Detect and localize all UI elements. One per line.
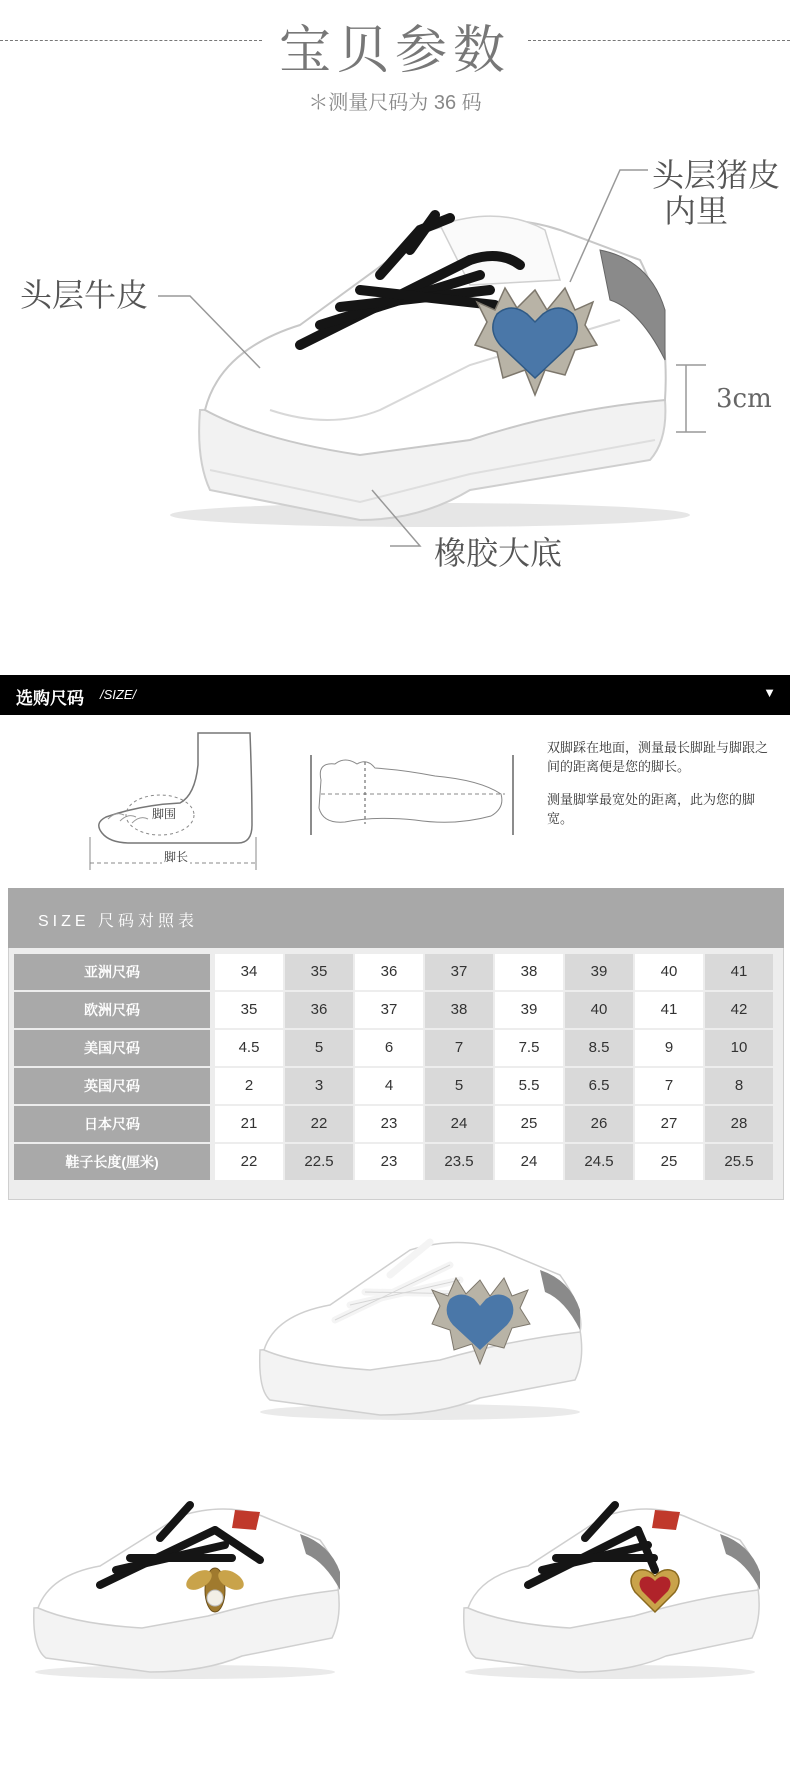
size-cell: 22.5	[285, 1144, 353, 1180]
size-row-label: 英国尺码	[14, 1068, 210, 1104]
size-cell: 40	[635, 954, 703, 990]
size-section-title: 选购尺码	[16, 689, 84, 708]
size-cell: 22	[215, 1144, 283, 1180]
page-subtitle: ＊测量尺码为 36 码	[308, 92, 482, 114]
size-cell: 21	[215, 1106, 283, 1142]
size-cell: 38	[495, 954, 563, 990]
size-cell: 41	[635, 992, 703, 1028]
product-photo-bee-black-laces	[20, 1490, 350, 1690]
size-cell: 10	[705, 1030, 773, 1066]
size-row-label: 欧洲尺码	[14, 992, 210, 1028]
size-cell: 28	[705, 1106, 773, 1142]
size-cell: 6.5	[565, 1068, 633, 1104]
callout-upper-material: 头层牛皮	[20, 276, 149, 314]
size-cell: 42	[705, 992, 773, 1028]
size-cell: 5.5	[495, 1068, 563, 1104]
size-cell: 7.5	[495, 1030, 563, 1066]
size-row-label: 美国尺码	[14, 1030, 210, 1066]
size-row-label: 亚洲尺码	[14, 954, 210, 990]
size-cell: 37	[425, 954, 493, 990]
size-cell: 24	[425, 1106, 493, 1142]
size-cell: 5	[285, 1030, 353, 1066]
size-section-bar	[0, 675, 790, 715]
size-cell: 24	[495, 1144, 563, 1180]
callout-sole-material: 橡胶大底	[434, 534, 563, 572]
page-title: 宝贝参数	[278, 21, 511, 81]
size-cell: 7	[635, 1068, 703, 1104]
size-cell: 25	[635, 1144, 703, 1180]
product-photo-heart-white-laces	[240, 1220, 600, 1440]
size-cell: 4.5	[215, 1030, 283, 1066]
foot-width-description: 测量脚掌最宽处的距离，此为您的脚宽。	[547, 792, 756, 826]
size-cell: 27	[635, 1106, 703, 1142]
size-row-label: 日本尺码	[14, 1106, 210, 1142]
sole-height-label: 3cm	[716, 384, 772, 414]
size-cell: 7	[425, 1030, 493, 1066]
size-cell: 9	[635, 1030, 703, 1066]
size-cell: 8.5	[565, 1030, 633, 1066]
callout-lining-line2: 内里	[664, 192, 729, 230]
size-section-subtitle: /SIZE/	[100, 687, 137, 702]
foot-length-description: 双脚踩在地面，测量最长脚趾与脚跟之间的距离便是您的脚长。	[547, 740, 769, 774]
size-cell: 6	[355, 1030, 423, 1066]
size-table-heading: SIZE 尺码对照表	[38, 913, 199, 930]
size-cell: 22	[285, 1106, 353, 1142]
size-cell: 39	[495, 992, 563, 1028]
size-cell: 23	[355, 1144, 423, 1180]
size-cell: 39	[565, 954, 633, 990]
size-cell: 37	[355, 992, 423, 1028]
size-cell: 23	[355, 1106, 423, 1142]
size-cell: 8	[705, 1068, 773, 1104]
product-photo-red-heart-black-laces	[450, 1490, 770, 1690]
size-cell: 3	[285, 1068, 353, 1104]
size-cell: 35	[215, 992, 283, 1028]
size-cell: 36	[285, 992, 353, 1028]
size-table-header	[8, 888, 784, 948]
size-cell: 34	[215, 954, 283, 990]
size-cell: 25	[495, 1106, 563, 1142]
foot-top-diagram	[305, 750, 520, 845]
size-cell: 23.5	[425, 1144, 493, 1180]
callout-lining-line1: 头层猪皮	[652, 156, 781, 194]
foot-girth-label: 脚围	[152, 807, 177, 821]
size-cell: 40	[565, 992, 633, 1028]
size-cell: 35	[285, 954, 353, 990]
foot-length-label: 脚长	[164, 850, 189, 864]
size-cell: 24.5	[565, 1144, 633, 1180]
size-cell: 41	[705, 954, 773, 990]
size-cell: 2	[215, 1068, 283, 1104]
size-cell: 36	[355, 954, 423, 990]
size-cell: 38	[425, 992, 493, 1028]
size-cell: 26	[565, 1106, 633, 1142]
chevron-down-icon[interactable]: ▼	[763, 685, 776, 700]
size-cell: 5	[425, 1068, 493, 1104]
size-cell: 4	[355, 1068, 423, 1104]
size-row-label: 鞋子长度(厘米)	[14, 1144, 210, 1180]
size-cell: 25.5	[705, 1144, 773, 1180]
